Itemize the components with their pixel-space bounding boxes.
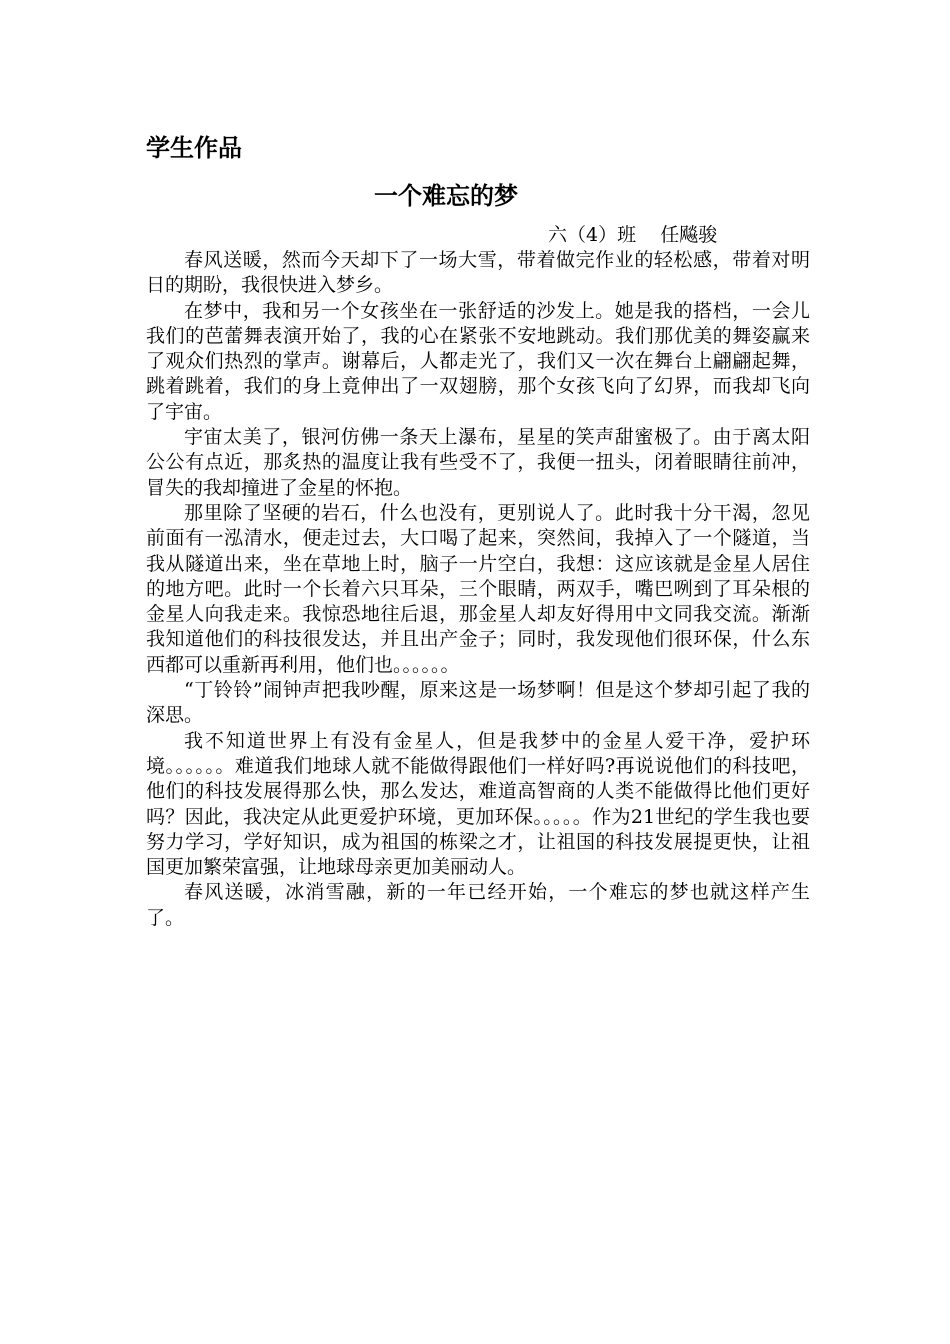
paragraph: “丁铃铃”闹钟声把我吵醒，原来这是一场梦啊！但是这个梦却引起了我的深思。	[146, 679, 810, 727]
document-page	[146, 128, 810, 931]
essay-body	[146, 248, 810, 931]
paragraph: 在梦中，我和另一个女孩坐在一张舒适的沙发上。她是我的搭档，一会儿我们的芭蕾舞表演开始了，我的心在紧张不安地跳动。我们那优美的舞姿赢来了观众们热烈的掌声。谢幕后，人都走光了，我们又一次在舞台上翩翩起舞，跳着跳着，我们的身上竟伸出了一双翅膀，那个女孩飞向了幻界，而我却飞向了宇宙。	[146, 299, 810, 423]
paragraph: 春风送暖，冰消雪融，新的一年已经开始，一个难忘的梦也就这样产生了。	[146, 881, 810, 929]
essay-title: 一个难忘的梦	[374, 182, 518, 210]
paragraph: 宇宙太美了，银河仿佛一条天上瀑布，星星的笑声甜蜜极了。由于离太阳公公有点近，那炙热的温度让我有些受不了，我便一扭头，闭着眼睛往前冲，冒失的我却撞进了金星的怀抱。	[146, 426, 810, 499]
paragraph: 那里除了坚硬的岩石，什么也没有，更别说人了。此时我十分干渴，忽见前面有一泓清水，便走过去，大口喝了起来，突然间，我掉入了一个隧道，当我从隧道出来，坐在草地上时，脑子一片空白，我想：这应该就是金星人居住的地方吧。此时一个长着六只耳朵，三个眼睛，两双手，嘴巴咧到了耳朵根的金星人向我走来。我惊恐地往后退，那金星人却友好得用中文同我交流。渐渐我知道他们的科技很发达，并且出产金子；同时，我发现他们很环保，什么东西都可以重新再利用，他们也。。。。。。	[146, 501, 810, 676]
paragraph: 我不知道世界上有没有金星人，但是我梦中的金星人爱干净，爱护环境。。。。。。难道我们地球人就不能做得跟他们一样好吗?再说说他们的科技吧，他们的科技发展得那么快，那么发达，难道高智商的人类不能做得比他们更好吗？因此，我决定从此更爱护环境，更加环保。。。。。作为21世纪的学生我也要努力学习，学好知识，成为祖国的栋梁之才，让祖国的科技发展提更快，让祖国更加繁荣富强，让地球母亲更加美丽动人。	[146, 729, 810, 879]
section-label: 学生作品	[146, 134, 242, 162]
author-byline: 六（4）班 任飚骏	[548, 224, 718, 246]
paragraph: 春风送暖，然而今天却下了一场大雪，带着做完作业的轻松感，带着对明日的期盼，我很快进入梦乡。	[146, 249, 810, 297]
